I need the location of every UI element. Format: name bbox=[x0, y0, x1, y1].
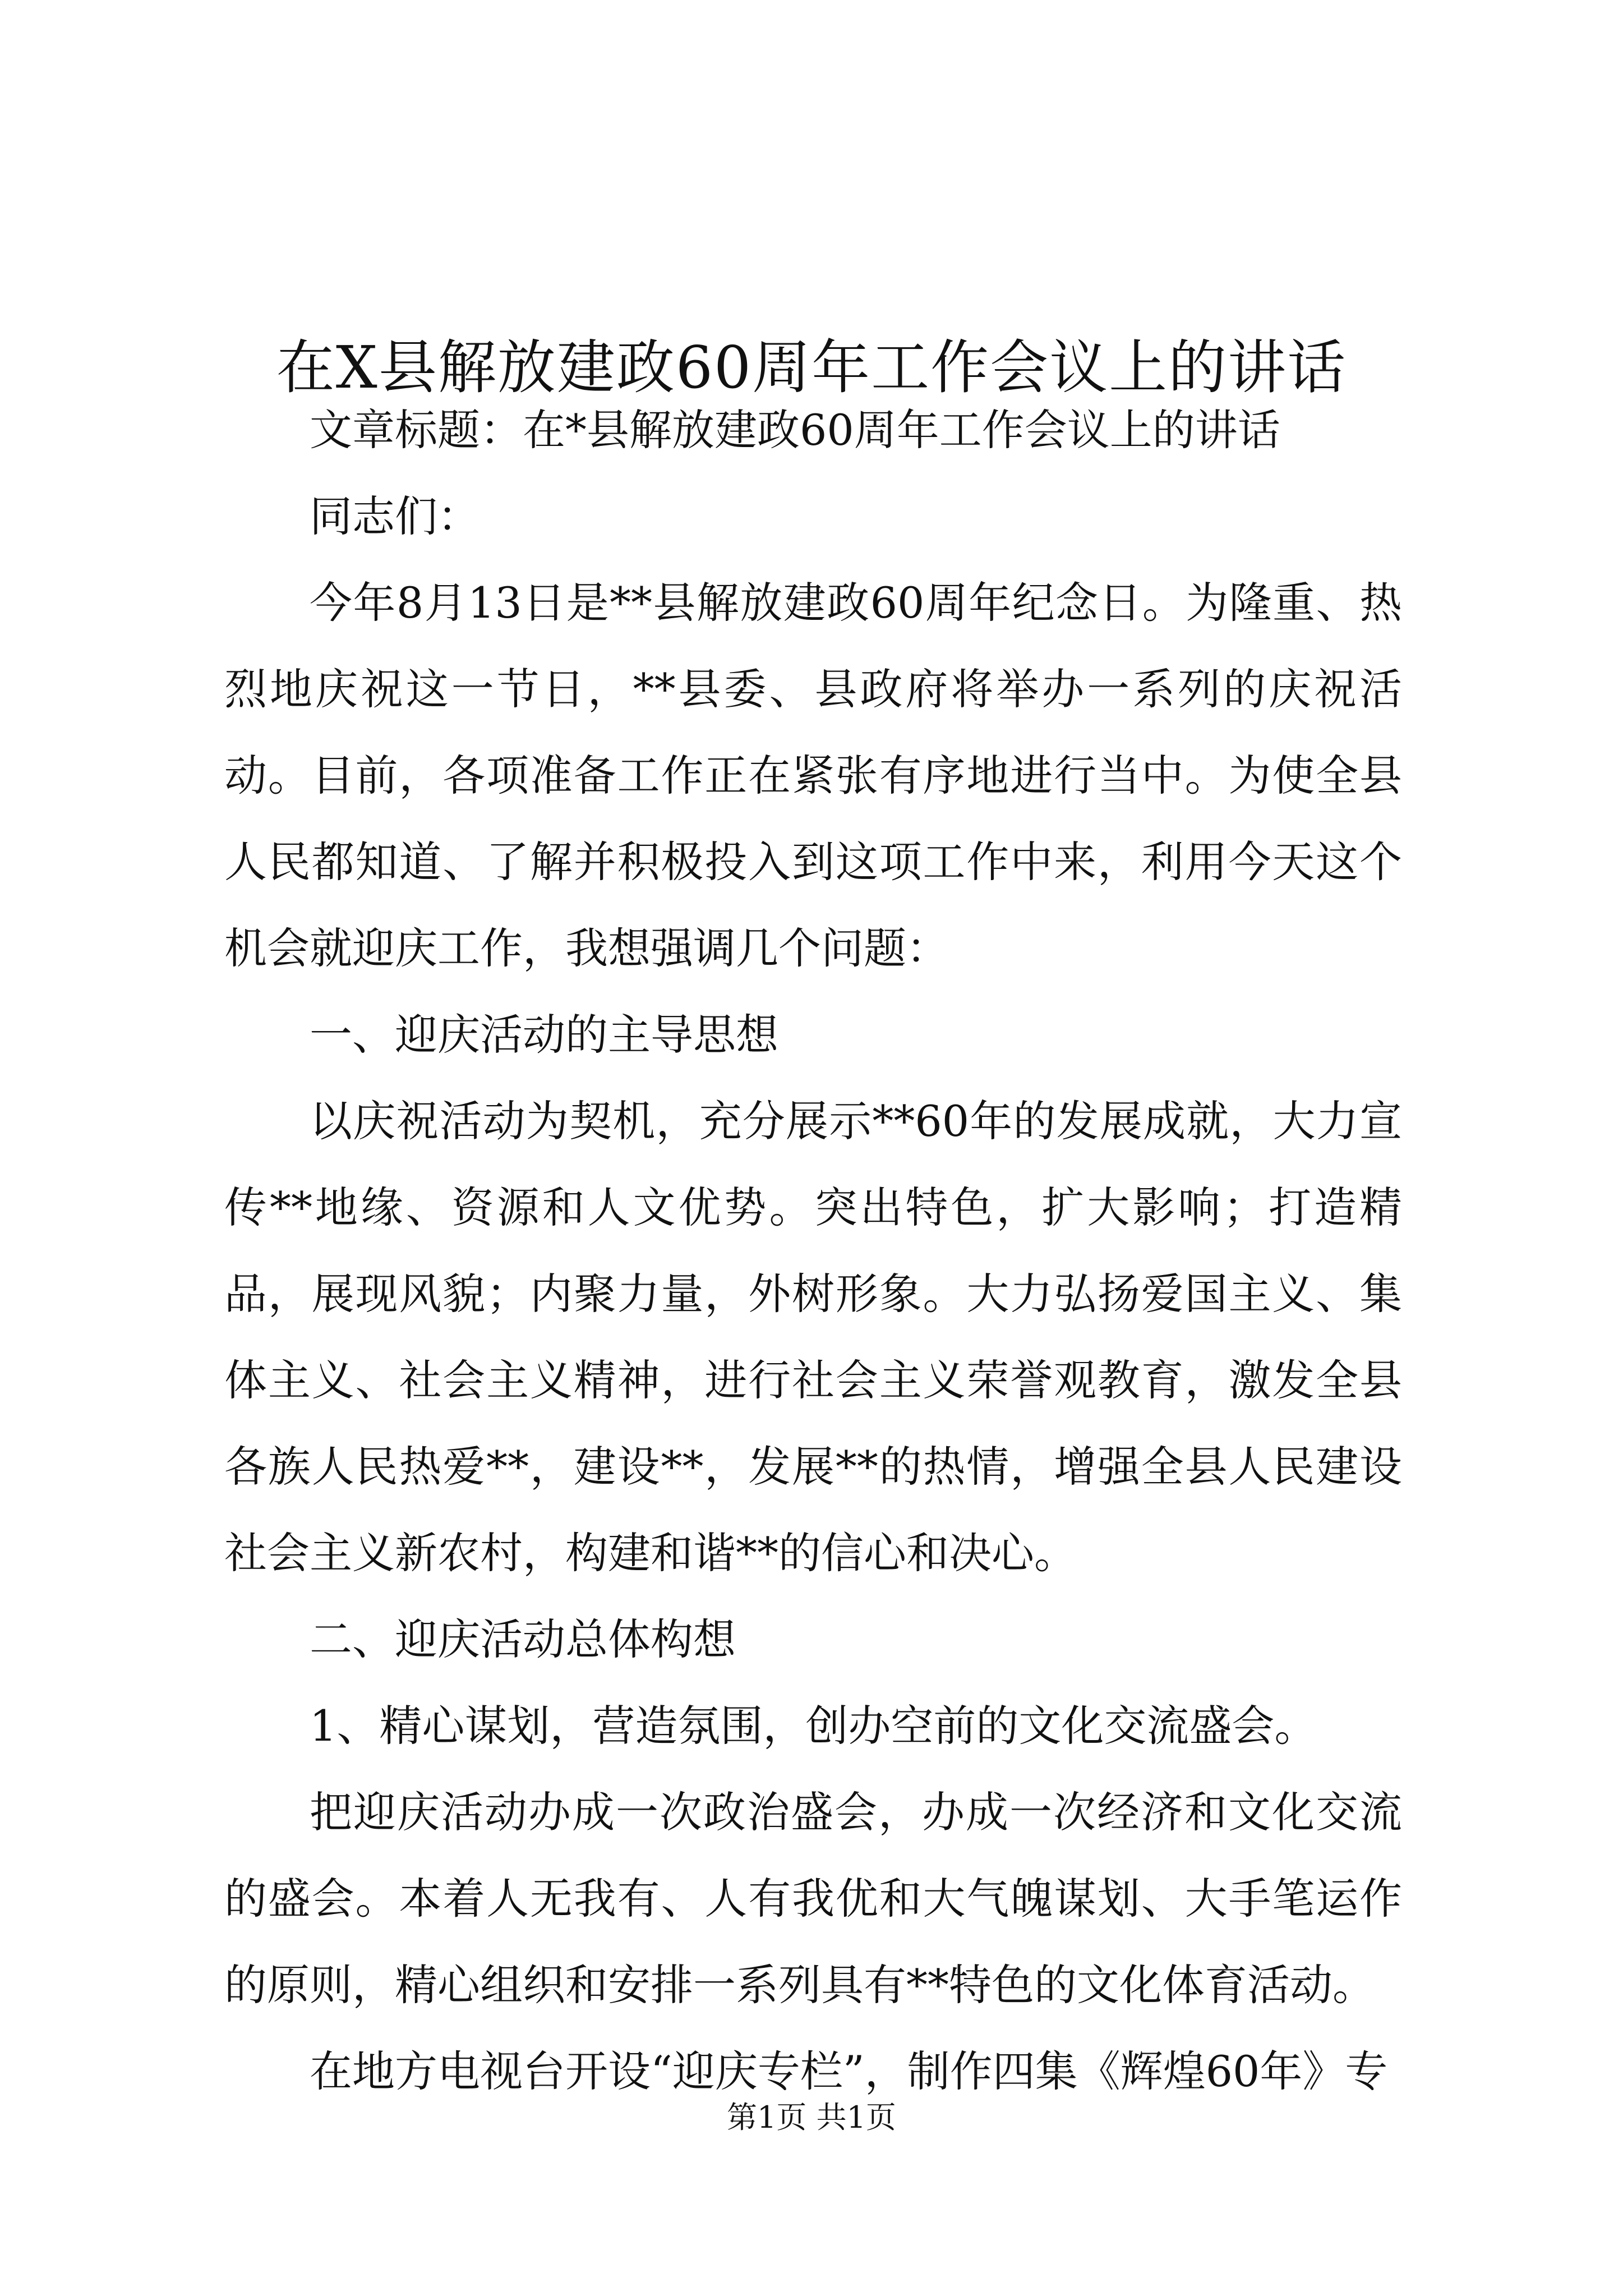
paragraph-tv-column: 在地方电视台开设“迎庆专栏”，制作四集《辉煌60年》专 bbox=[310, 2046, 1388, 2096]
page-footer: 第1页 共1页 bbox=[727, 2100, 896, 2135]
article-title-line: 文章标题：在*县解放建政60周年工作会议上的讲话 bbox=[310, 405, 1280, 455]
section-heading-1: 一、迎庆活动的主导思想 bbox=[310, 1010, 778, 1060]
paragraph-intro: 今年8月13日是**县解放建政60周年纪念日。为隆重、热烈地庆祝这一节日，**县委、县政府将举办一系列的庆祝活动。目前，各项准备工作正在紧张有序地进行当中。为使全县人民都知道、了解并积极投入到这项工作中来，利用今天这个机会就迎庆工作，我想强调几个问题： bbox=[224, 578, 1402, 973]
salutation: 同志们： bbox=[310, 491, 480, 541]
section-heading-2: 二、迎庆活动总体构想 bbox=[310, 1614, 736, 1664]
document-title: 在X县解放建政60周年工作会议上的讲话 bbox=[276, 333, 1347, 402]
paragraph-plan: 把迎庆活动办成一次政治盛会，办成一次经济和文化交流的盛会。本着人无我有、人有我优和大气魄谋划、大手笔运作的原则，精心组织和安排一系列具有**特色的文化体育活动。 bbox=[224, 1787, 1402, 2010]
document-body bbox=[224, 387, 1402, 2115]
subheading-1: 1、精心谋划，营造氛围，创办空前的文化交流盛会。 bbox=[310, 1701, 1317, 1751]
paragraph-guiding-idea: 以庆祝活动为契机，充分展示**60年的发展成就，大力宣传**地缘、资源和人文优势。突出特色，扩大影响；打造精品，展现风貌；内聚力量，外树形象。大力弘扬爱国主义、集体主义、社会主义精神，进行社会主义荣誉观教育，激发全县各族人民热爱**，建设**，发展**的热情，增强全县人民建设社会主义新农村，构建和谐**的信心和决心。 bbox=[224, 1096, 1402, 1578]
